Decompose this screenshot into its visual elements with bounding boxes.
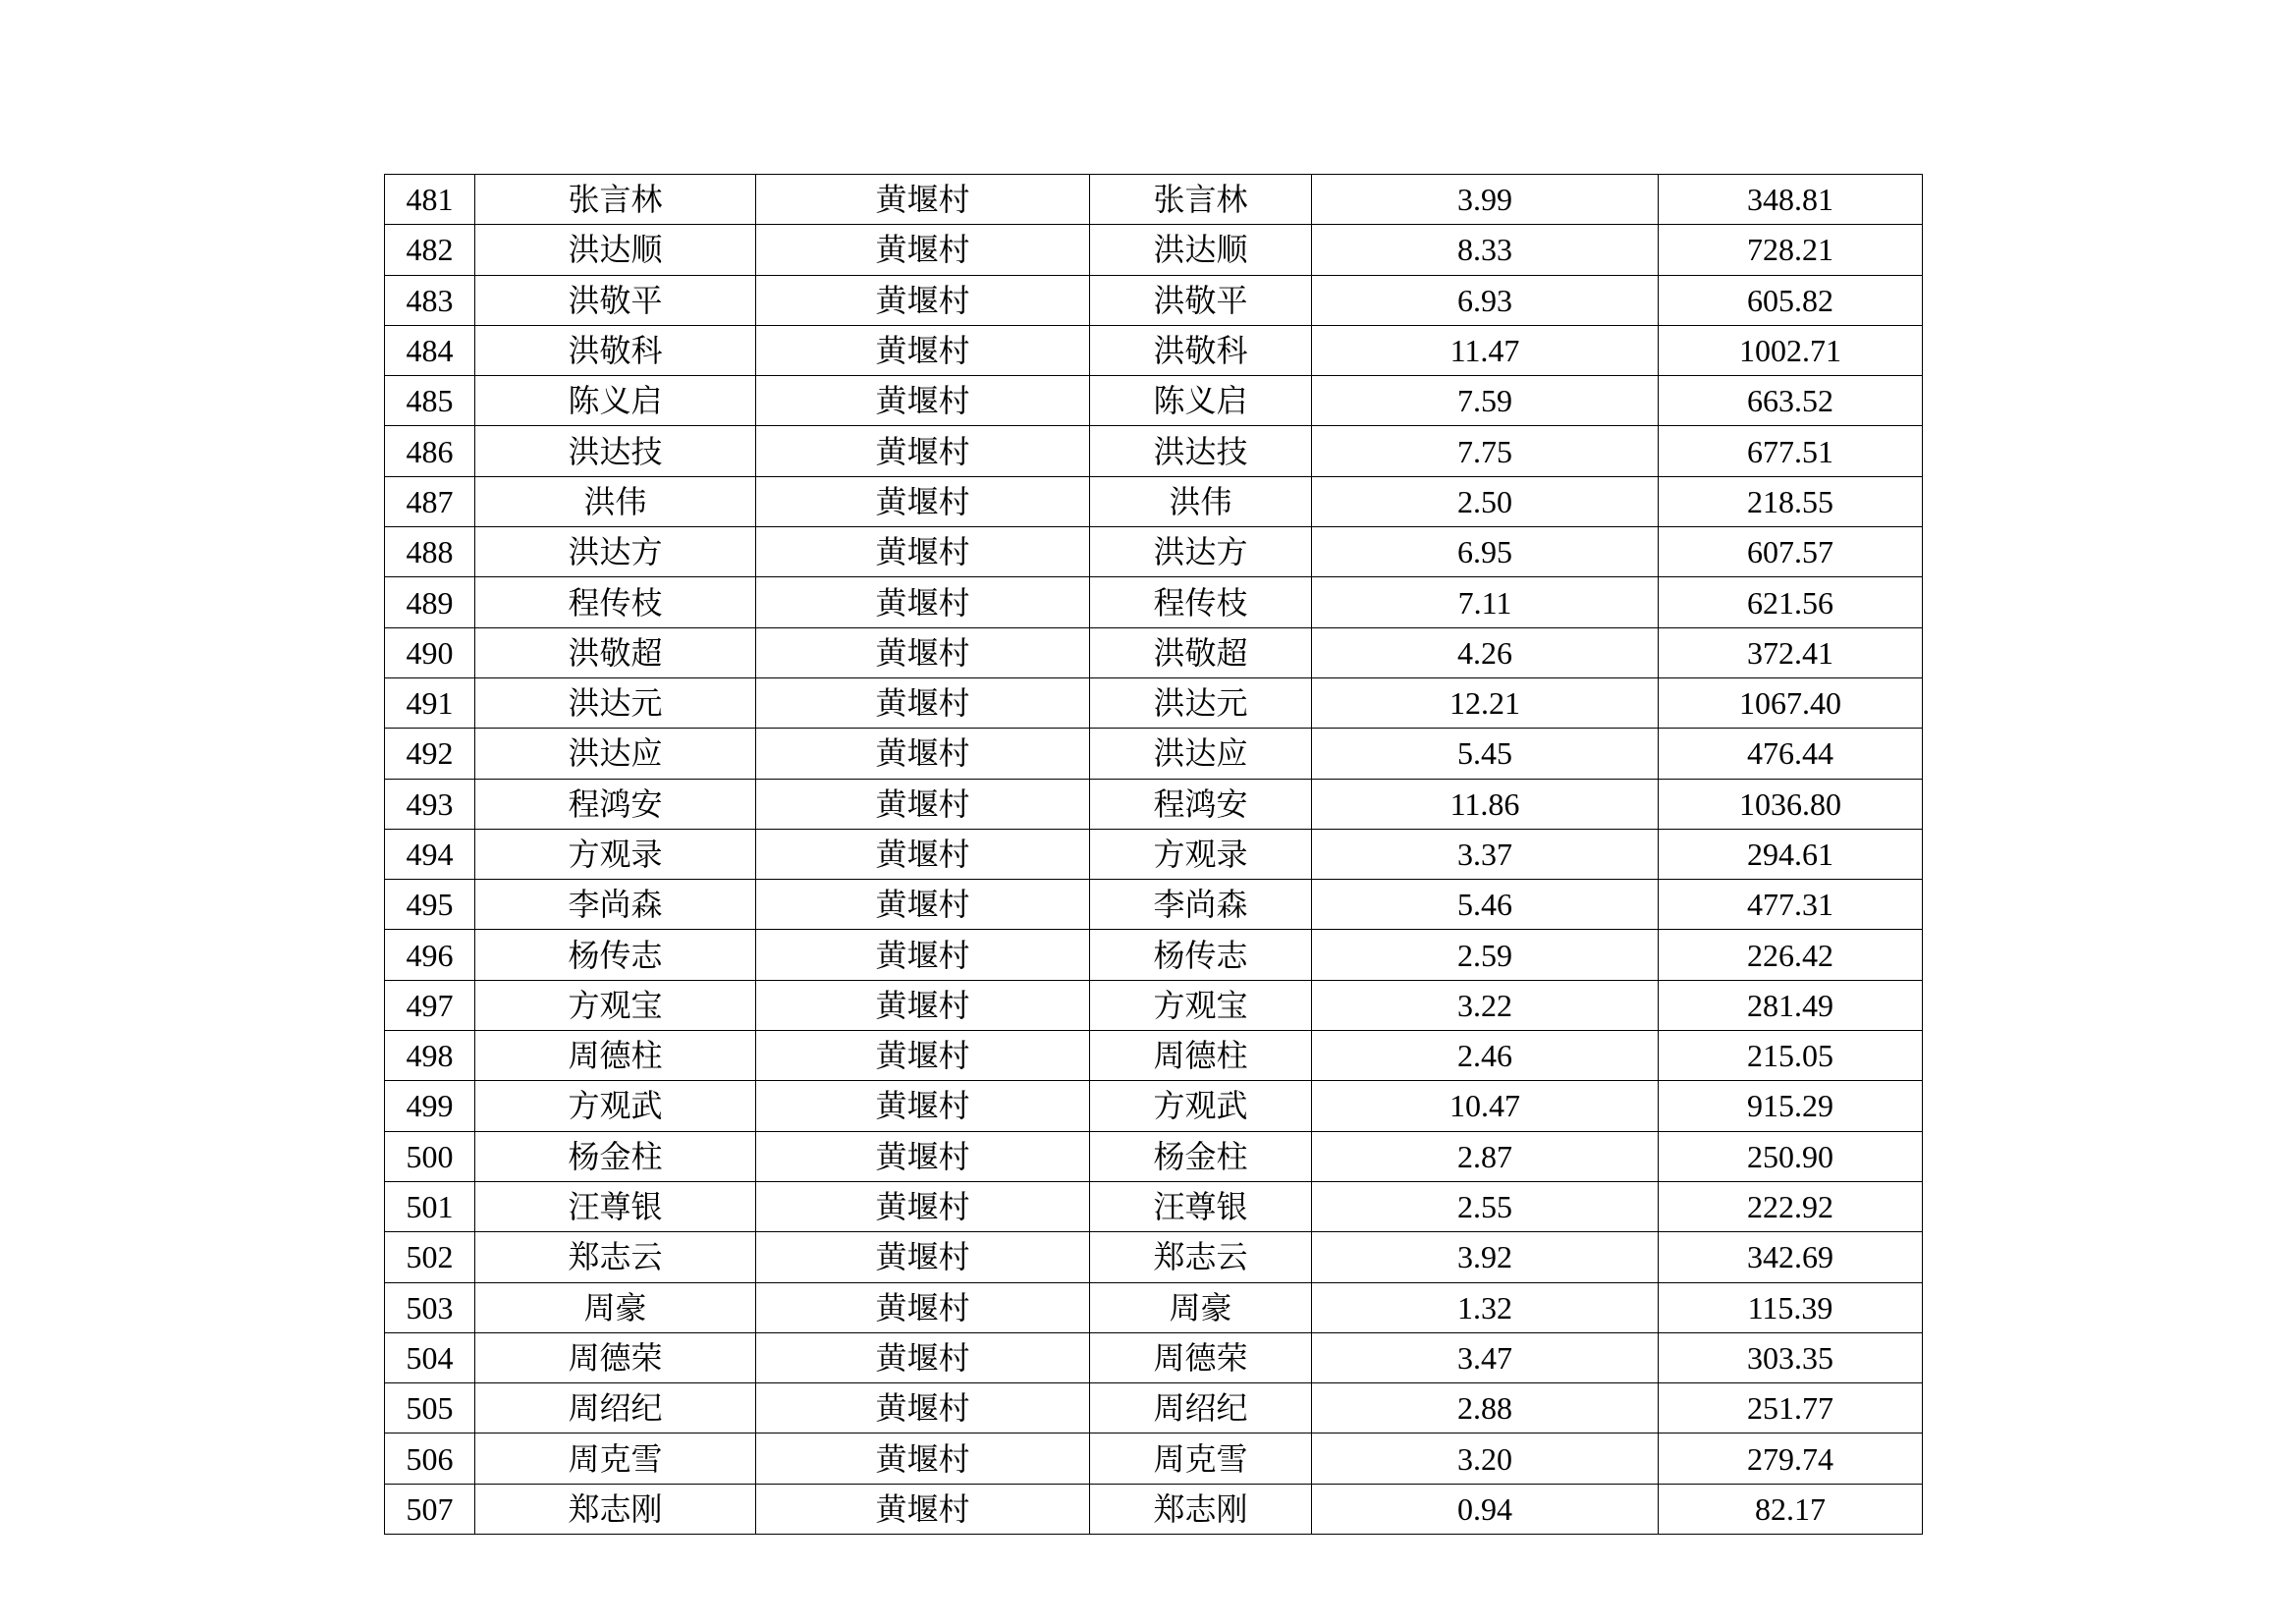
recipient-cell: 洪敬超 bbox=[1090, 627, 1312, 677]
area-cell: 1.32 bbox=[1312, 1282, 1659, 1332]
area-cell: 2.55 bbox=[1312, 1181, 1659, 1231]
amount-cell: 218.55 bbox=[1659, 476, 1923, 526]
recipient-cell: 洪达应 bbox=[1090, 729, 1312, 779]
amount-cell: 250.90 bbox=[1659, 1131, 1923, 1181]
amount-cell: 728.21 bbox=[1659, 225, 1923, 275]
table-row bbox=[385, 1332, 1923, 1382]
amount-cell: 226.42 bbox=[1659, 930, 1923, 980]
name-cell: 洪敬平 bbox=[475, 275, 756, 325]
recipient-cell: 张言林 bbox=[1090, 175, 1312, 225]
index-cell: 489 bbox=[385, 577, 475, 627]
village-cell: 黄堰村 bbox=[756, 677, 1090, 728]
index-cell: 496 bbox=[385, 930, 475, 980]
area-cell: 3.22 bbox=[1312, 980, 1659, 1030]
recipient-cell: 洪达技 bbox=[1090, 426, 1312, 476]
index-cell: 499 bbox=[385, 1081, 475, 1131]
village-cell: 黄堰村 bbox=[756, 225, 1090, 275]
table-row bbox=[385, 1131, 1923, 1181]
recipient-cell: 杨金柱 bbox=[1090, 1131, 1312, 1181]
recipient-cell: 周绍纪 bbox=[1090, 1383, 1312, 1434]
table-row bbox=[385, 1484, 1923, 1534]
village-cell: 黄堰村 bbox=[756, 527, 1090, 577]
index-cell: 502 bbox=[385, 1232, 475, 1282]
table-row bbox=[385, 1181, 1923, 1231]
index-cell: 501 bbox=[385, 1181, 475, 1231]
village-cell: 黄堰村 bbox=[756, 1282, 1090, 1332]
amount-cell: 477.31 bbox=[1659, 880, 1923, 930]
area-cell: 7.11 bbox=[1312, 577, 1659, 627]
recipient-cell: 陈义启 bbox=[1090, 376, 1312, 426]
area-cell: 2.50 bbox=[1312, 476, 1659, 526]
area-cell: 5.46 bbox=[1312, 880, 1659, 930]
table-row bbox=[385, 376, 1923, 426]
area-cell: 2.46 bbox=[1312, 1031, 1659, 1081]
amount-cell: 251.77 bbox=[1659, 1383, 1923, 1434]
name-cell: 周绍纪 bbox=[475, 1383, 756, 1434]
area-cell: 8.33 bbox=[1312, 225, 1659, 275]
index-cell: 488 bbox=[385, 527, 475, 577]
index-cell: 484 bbox=[385, 325, 475, 375]
index-cell: 504 bbox=[385, 1332, 475, 1382]
recipient-cell: 周德荣 bbox=[1090, 1332, 1312, 1382]
recipient-cell: 周德柱 bbox=[1090, 1031, 1312, 1081]
area-cell: 5.45 bbox=[1312, 729, 1659, 779]
amount-cell: 476.44 bbox=[1659, 729, 1923, 779]
recipient-cell: 方观录 bbox=[1090, 829, 1312, 879]
amount-cell: 1036.80 bbox=[1659, 779, 1923, 829]
recipient-cell: 洪敬平 bbox=[1090, 275, 1312, 325]
amount-cell: 115.39 bbox=[1659, 1282, 1923, 1332]
index-cell: 481 bbox=[385, 175, 475, 225]
village-cell: 黄堰村 bbox=[756, 880, 1090, 930]
recipient-cell: 程传枝 bbox=[1090, 577, 1312, 627]
amount-cell: 303.35 bbox=[1659, 1332, 1923, 1382]
area-cell: 0.94 bbox=[1312, 1484, 1659, 1534]
area-cell: 3.37 bbox=[1312, 829, 1659, 879]
table-row bbox=[385, 1031, 1923, 1081]
index-cell: 500 bbox=[385, 1131, 475, 1181]
recipient-cell: 程鸿安 bbox=[1090, 779, 1312, 829]
amount-cell: 279.74 bbox=[1659, 1434, 1923, 1484]
village-cell: 黄堰村 bbox=[756, 627, 1090, 677]
name-cell: 洪达顺 bbox=[475, 225, 756, 275]
recipient-cell: 方观宝 bbox=[1090, 980, 1312, 1030]
table-row bbox=[385, 829, 1923, 879]
name-cell: 程鸿安 bbox=[475, 779, 756, 829]
name-cell: 方观武 bbox=[475, 1081, 756, 1131]
amount-cell: 281.49 bbox=[1659, 980, 1923, 1030]
index-cell: 497 bbox=[385, 980, 475, 1030]
recipient-cell: 洪达方 bbox=[1090, 527, 1312, 577]
amount-cell: 1002.71 bbox=[1659, 325, 1923, 375]
village-cell: 黄堰村 bbox=[756, 376, 1090, 426]
name-cell: 方观录 bbox=[475, 829, 756, 879]
name-cell: 周德柱 bbox=[475, 1031, 756, 1081]
recipient-cell: 洪达顺 bbox=[1090, 225, 1312, 275]
name-cell: 汪尊银 bbox=[475, 1181, 756, 1231]
amount-cell: 372.41 bbox=[1659, 627, 1923, 677]
amount-cell: 677.51 bbox=[1659, 426, 1923, 476]
table-row bbox=[385, 1383, 1923, 1434]
table-row bbox=[385, 1232, 1923, 1282]
recipient-cell: 郑志刚 bbox=[1090, 1484, 1312, 1534]
area-cell: 2.88 bbox=[1312, 1383, 1659, 1434]
amount-cell: 915.29 bbox=[1659, 1081, 1923, 1131]
village-cell: 黄堰村 bbox=[756, 1232, 1090, 1282]
index-cell: 494 bbox=[385, 829, 475, 879]
recipient-cell: 郑志云 bbox=[1090, 1232, 1312, 1282]
area-cell: 11.86 bbox=[1312, 779, 1659, 829]
table-row bbox=[385, 275, 1923, 325]
recipient-cell: 周豪 bbox=[1090, 1282, 1312, 1332]
index-cell: 503 bbox=[385, 1282, 475, 1332]
name-cell: 张言林 bbox=[475, 175, 756, 225]
village-cell: 黄堰村 bbox=[756, 1484, 1090, 1534]
area-cell: 7.75 bbox=[1312, 426, 1659, 476]
amount-cell: 82.17 bbox=[1659, 1484, 1923, 1534]
table-row bbox=[385, 779, 1923, 829]
name-cell: 方观宝 bbox=[475, 980, 756, 1030]
recipient-cell: 洪达元 bbox=[1090, 677, 1312, 728]
table-row bbox=[385, 1434, 1923, 1484]
village-cell: 黄堰村 bbox=[756, 476, 1090, 526]
village-cell: 黄堰村 bbox=[756, 1383, 1090, 1434]
amount-cell: 605.82 bbox=[1659, 275, 1923, 325]
name-cell: 周克雪 bbox=[475, 1434, 756, 1484]
name-cell: 周德荣 bbox=[475, 1332, 756, 1382]
index-cell: 486 bbox=[385, 426, 475, 476]
name-cell: 程传枝 bbox=[475, 577, 756, 627]
amount-cell: 342.69 bbox=[1659, 1232, 1923, 1282]
amount-cell: 607.57 bbox=[1659, 527, 1923, 577]
village-cell: 黄堰村 bbox=[756, 325, 1090, 375]
name-cell: 郑志刚 bbox=[475, 1484, 756, 1534]
village-cell: 黄堰村 bbox=[756, 980, 1090, 1030]
village-cell: 黄堰村 bbox=[756, 779, 1090, 829]
index-cell: 498 bbox=[385, 1031, 475, 1081]
area-cell: 3.99 bbox=[1312, 175, 1659, 225]
area-cell: 6.95 bbox=[1312, 527, 1659, 577]
village-cell: 黄堰村 bbox=[756, 426, 1090, 476]
amount-cell: 663.52 bbox=[1659, 376, 1923, 426]
index-cell: 482 bbox=[385, 225, 475, 275]
name-cell: 郑志云 bbox=[475, 1232, 756, 1282]
village-cell: 黄堰村 bbox=[756, 1181, 1090, 1231]
name-cell: 李尚森 bbox=[475, 880, 756, 930]
recipient-cell: 洪敬科 bbox=[1090, 325, 1312, 375]
table-row bbox=[385, 627, 1923, 677]
data-table bbox=[384, 174, 1923, 1535]
index-cell: 507 bbox=[385, 1484, 475, 1534]
recipient-cell: 杨传志 bbox=[1090, 930, 1312, 980]
table-row bbox=[385, 1081, 1923, 1131]
village-cell: 黄堰村 bbox=[756, 729, 1090, 779]
index-cell: 483 bbox=[385, 275, 475, 325]
area-cell: 6.93 bbox=[1312, 275, 1659, 325]
recipient-cell: 汪尊银 bbox=[1090, 1181, 1312, 1231]
village-cell: 黄堰村 bbox=[756, 1332, 1090, 1382]
amount-cell: 215.05 bbox=[1659, 1031, 1923, 1081]
village-cell: 黄堰村 bbox=[756, 275, 1090, 325]
table-row bbox=[385, 980, 1923, 1030]
amount-cell: 294.61 bbox=[1659, 829, 1923, 879]
index-cell: 505 bbox=[385, 1383, 475, 1434]
recipient-cell: 方观武 bbox=[1090, 1081, 1312, 1131]
table-row bbox=[385, 325, 1923, 375]
name-cell: 洪达元 bbox=[475, 677, 756, 728]
recipient-cell: 李尚森 bbox=[1090, 880, 1312, 930]
area-cell: 4.26 bbox=[1312, 627, 1659, 677]
index-cell: 490 bbox=[385, 627, 475, 677]
village-cell: 黄堰村 bbox=[756, 1434, 1090, 1484]
name-cell: 洪达应 bbox=[475, 729, 756, 779]
area-cell: 10.47 bbox=[1312, 1081, 1659, 1131]
village-cell: 黄堰村 bbox=[756, 1081, 1090, 1131]
name-cell: 杨金柱 bbox=[475, 1131, 756, 1181]
area-cell: 7.59 bbox=[1312, 376, 1659, 426]
village-cell: 黄堰村 bbox=[756, 1031, 1090, 1081]
table-row bbox=[385, 577, 1923, 627]
name-cell: 周豪 bbox=[475, 1282, 756, 1332]
table-row bbox=[385, 729, 1923, 779]
area-cell: 3.20 bbox=[1312, 1434, 1659, 1484]
amount-cell: 1067.40 bbox=[1659, 677, 1923, 728]
amount-cell: 222.92 bbox=[1659, 1181, 1923, 1231]
table-row bbox=[385, 527, 1923, 577]
amount-cell: 621.56 bbox=[1659, 577, 1923, 627]
name-cell: 洪敬超 bbox=[475, 627, 756, 677]
area-cell: 3.47 bbox=[1312, 1332, 1659, 1382]
table-row bbox=[385, 930, 1923, 980]
table-row bbox=[385, 1282, 1923, 1332]
village-cell: 黄堰村 bbox=[756, 1131, 1090, 1181]
area-cell: 12.21 bbox=[1312, 677, 1659, 728]
index-cell: 487 bbox=[385, 476, 475, 526]
table-row bbox=[385, 880, 1923, 930]
index-cell: 493 bbox=[385, 779, 475, 829]
index-cell: 492 bbox=[385, 729, 475, 779]
table-row bbox=[385, 677, 1923, 728]
index-cell: 495 bbox=[385, 880, 475, 930]
village-cell: 黄堰村 bbox=[756, 577, 1090, 627]
table-body bbox=[385, 175, 1923, 1535]
amount-cell: 348.81 bbox=[1659, 175, 1923, 225]
recipient-cell: 周克雪 bbox=[1090, 1434, 1312, 1484]
name-cell: 洪达方 bbox=[475, 527, 756, 577]
name-cell: 杨传志 bbox=[475, 930, 756, 980]
table-row bbox=[385, 476, 1923, 526]
recipient-cell: 洪伟 bbox=[1090, 476, 1312, 526]
index-cell: 506 bbox=[385, 1434, 475, 1484]
area-cell: 2.87 bbox=[1312, 1131, 1659, 1181]
index-cell: 485 bbox=[385, 376, 475, 426]
area-cell: 2.59 bbox=[1312, 930, 1659, 980]
area-cell: 11.47 bbox=[1312, 325, 1659, 375]
name-cell: 洪达技 bbox=[475, 426, 756, 476]
name-cell: 陈义启 bbox=[475, 376, 756, 426]
table-row bbox=[385, 225, 1923, 275]
area-cell: 3.92 bbox=[1312, 1232, 1659, 1282]
name-cell: 洪伟 bbox=[475, 476, 756, 526]
village-cell: 黄堰村 bbox=[756, 829, 1090, 879]
village-cell: 黄堰村 bbox=[756, 175, 1090, 225]
table-row bbox=[385, 175, 1923, 225]
village-cell: 黄堰村 bbox=[756, 930, 1090, 980]
index-cell: 491 bbox=[385, 677, 475, 728]
table-row bbox=[385, 426, 1923, 476]
name-cell: 洪敬科 bbox=[475, 325, 756, 375]
